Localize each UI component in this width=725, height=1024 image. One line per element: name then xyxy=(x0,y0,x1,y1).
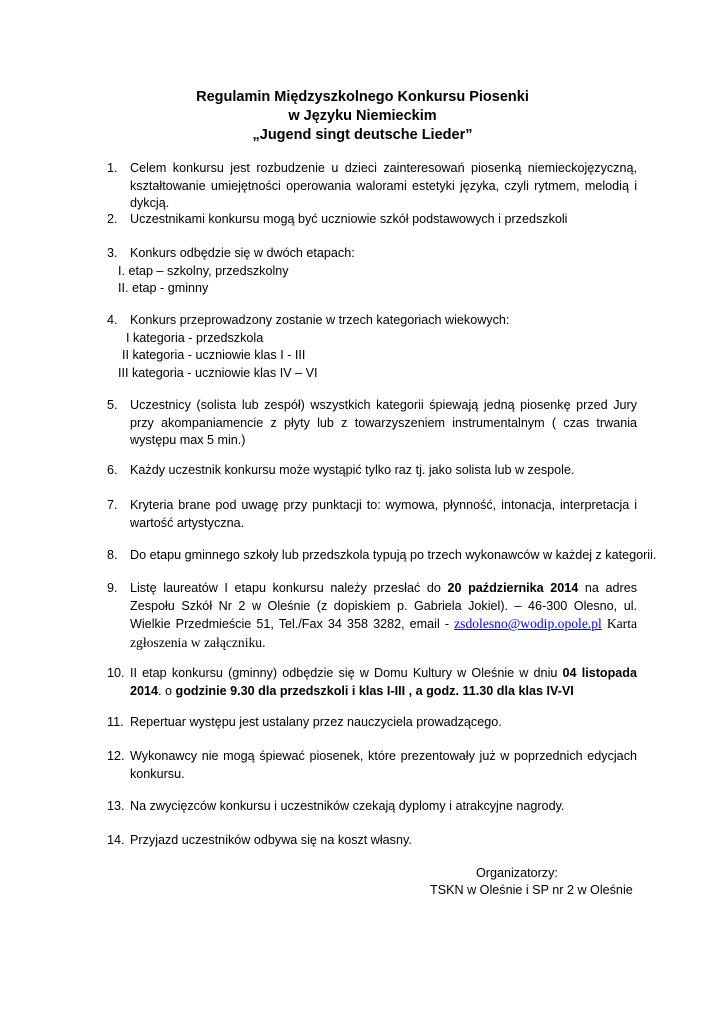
email-link[interactable]: zsdolesno@wodip.opole.pl xyxy=(454,616,602,632)
event-date: 04 listopada 2014 xyxy=(130,666,637,698)
organizers-label: Organizatorzy: xyxy=(476,866,558,880)
item-text: Uczestnicy (solista lub zespół) wszystkich kategorii śpiewają jedną piosenkę przed Jury przy akompaniamencie z płyty lub z towarzyszeniem instrumentalnym ( czas trwania występu max 5 min.) xyxy=(130,398,637,448)
item-text: Uczestnikami konkursu mogą być uczniowie szkół podstawowych i przedszkoli xyxy=(130,212,568,226)
rule-item-11 xyxy=(107,714,637,732)
item-number: 10. xyxy=(107,666,125,680)
event-times: godzinie 9.30 dla przedszkoli i klas I-III , a godz. 11.30 dla klas IV-VI xyxy=(175,683,574,698)
rule-item-1 xyxy=(107,160,637,213)
item-number: 6. xyxy=(107,463,118,477)
rule-item-3 xyxy=(107,245,637,298)
item-text xyxy=(130,665,637,700)
item-text-part: Karta zgłoszenia w załączniku. xyxy=(130,616,638,650)
rule-item-9 xyxy=(107,580,637,652)
item-number: 12. xyxy=(107,749,125,763)
sub-item: I. etap – szkolny, przedszkolny xyxy=(118,263,289,278)
item-number: 11. xyxy=(107,715,124,729)
sub-item: III kategoria - uczniowie klas IV – VI xyxy=(118,365,318,380)
item-number: 13. xyxy=(107,799,125,813)
item-number: 5. xyxy=(107,398,118,412)
item-number: 9. xyxy=(107,581,118,595)
rule-item-2 xyxy=(107,211,637,229)
item-text-part: . o xyxy=(158,683,176,698)
rule-item-12 xyxy=(107,748,637,783)
item-number: 1. xyxy=(107,161,118,175)
organizers-names: TSKN w Oleśnie i SP nr 2 w Oleśnie xyxy=(430,883,633,897)
rule-item-7 xyxy=(107,497,637,532)
rule-item-5 xyxy=(107,397,637,450)
rule-item-4 xyxy=(107,312,637,382)
item-text-part: na adres Zespołu Szkół Nr 2 w Oleśnie (z dopiskiem p. Gabriela Jokiel). – 46-300 Olesno, ul. Wielkie Przedmieście 51, Tel./Fax 34 358 3282, email - xyxy=(130,581,638,632)
document-title xyxy=(0,88,725,145)
rule-item-13 xyxy=(107,798,637,816)
item-number: 4. xyxy=(107,313,118,327)
rule-item-14 xyxy=(107,832,637,850)
item-text: Konkurs odbędzie się w dwóch etapach: xyxy=(130,246,355,260)
rule-item-6 xyxy=(107,462,637,480)
item-text: Konkurs przeprowadzony zostanie w trzech kategoriach wiekowych: xyxy=(130,313,510,327)
item-text: Kryteria brane pod uwagę przy punktacji to: wymowa, płynność, intonacja, interpretacja i wartość artystyczna. xyxy=(130,498,637,530)
item-number: 3. xyxy=(107,246,118,260)
item-text: Celem konkursu jest rozbudzenie u dzieci zainteresowań piosenką niemieckojęzyczną, kształtowanie umiejętności operowania walorami estetyki języka, czyli rytmem, melodią i dykcją. xyxy=(130,161,637,211)
title-line-3: „Jugend singt deutsche Lieder” xyxy=(252,127,473,143)
sub-item: I kategoria - przedszkola xyxy=(126,330,264,345)
title-line-2: w Języku Niemieckim xyxy=(288,108,437,124)
rule-item-8 xyxy=(107,547,657,565)
item-text: Przyjazd uczestników odbywa się na koszt własny. xyxy=(130,833,412,847)
sub-item: II. etap - gminny xyxy=(118,281,209,296)
item-text: Na zwycięzców konkursu i uczestników czekają dyplomy i atrakcyjne nagrody. xyxy=(130,799,565,813)
item-text: Do etapu gminnego szkoły lub przedszkola typują po trzech wykonawców w każdej z kategorii. xyxy=(130,548,657,562)
item-text: Każdy uczestnik konkursu może wystąpić tylko raz tj. jako solista lub w zespole. xyxy=(130,463,575,477)
deadline-date: 20 października 2014 xyxy=(447,581,579,595)
rule-item-10 xyxy=(107,665,637,700)
item-text-part: Listę laureatów I etapu konkursu należy przesłać do xyxy=(130,581,448,595)
item-number: 2. xyxy=(107,212,118,226)
item-text xyxy=(130,580,637,652)
item-number: 8. xyxy=(107,548,118,562)
item-text: Repertuar występu jest ustalany przez nauczyciela prowadzącego. xyxy=(130,715,502,729)
sub-item: II kategoria - uczniowie klas I - III xyxy=(122,348,306,363)
item-number: 7. xyxy=(107,498,118,512)
item-text: Wykonawcy nie mogą śpiewać piosenek, które prezentowały już w poprzednich edycjach konkursu. xyxy=(130,749,637,781)
item-number: 14. xyxy=(107,833,125,847)
item-text-part: II etap konkursu (gminny) odbędzie się w Domu Kultury w Oleśnie w dniu xyxy=(130,666,563,680)
title-line-1: Regulamin Międzyszkolnego Konkursu Piosenki xyxy=(196,89,529,105)
